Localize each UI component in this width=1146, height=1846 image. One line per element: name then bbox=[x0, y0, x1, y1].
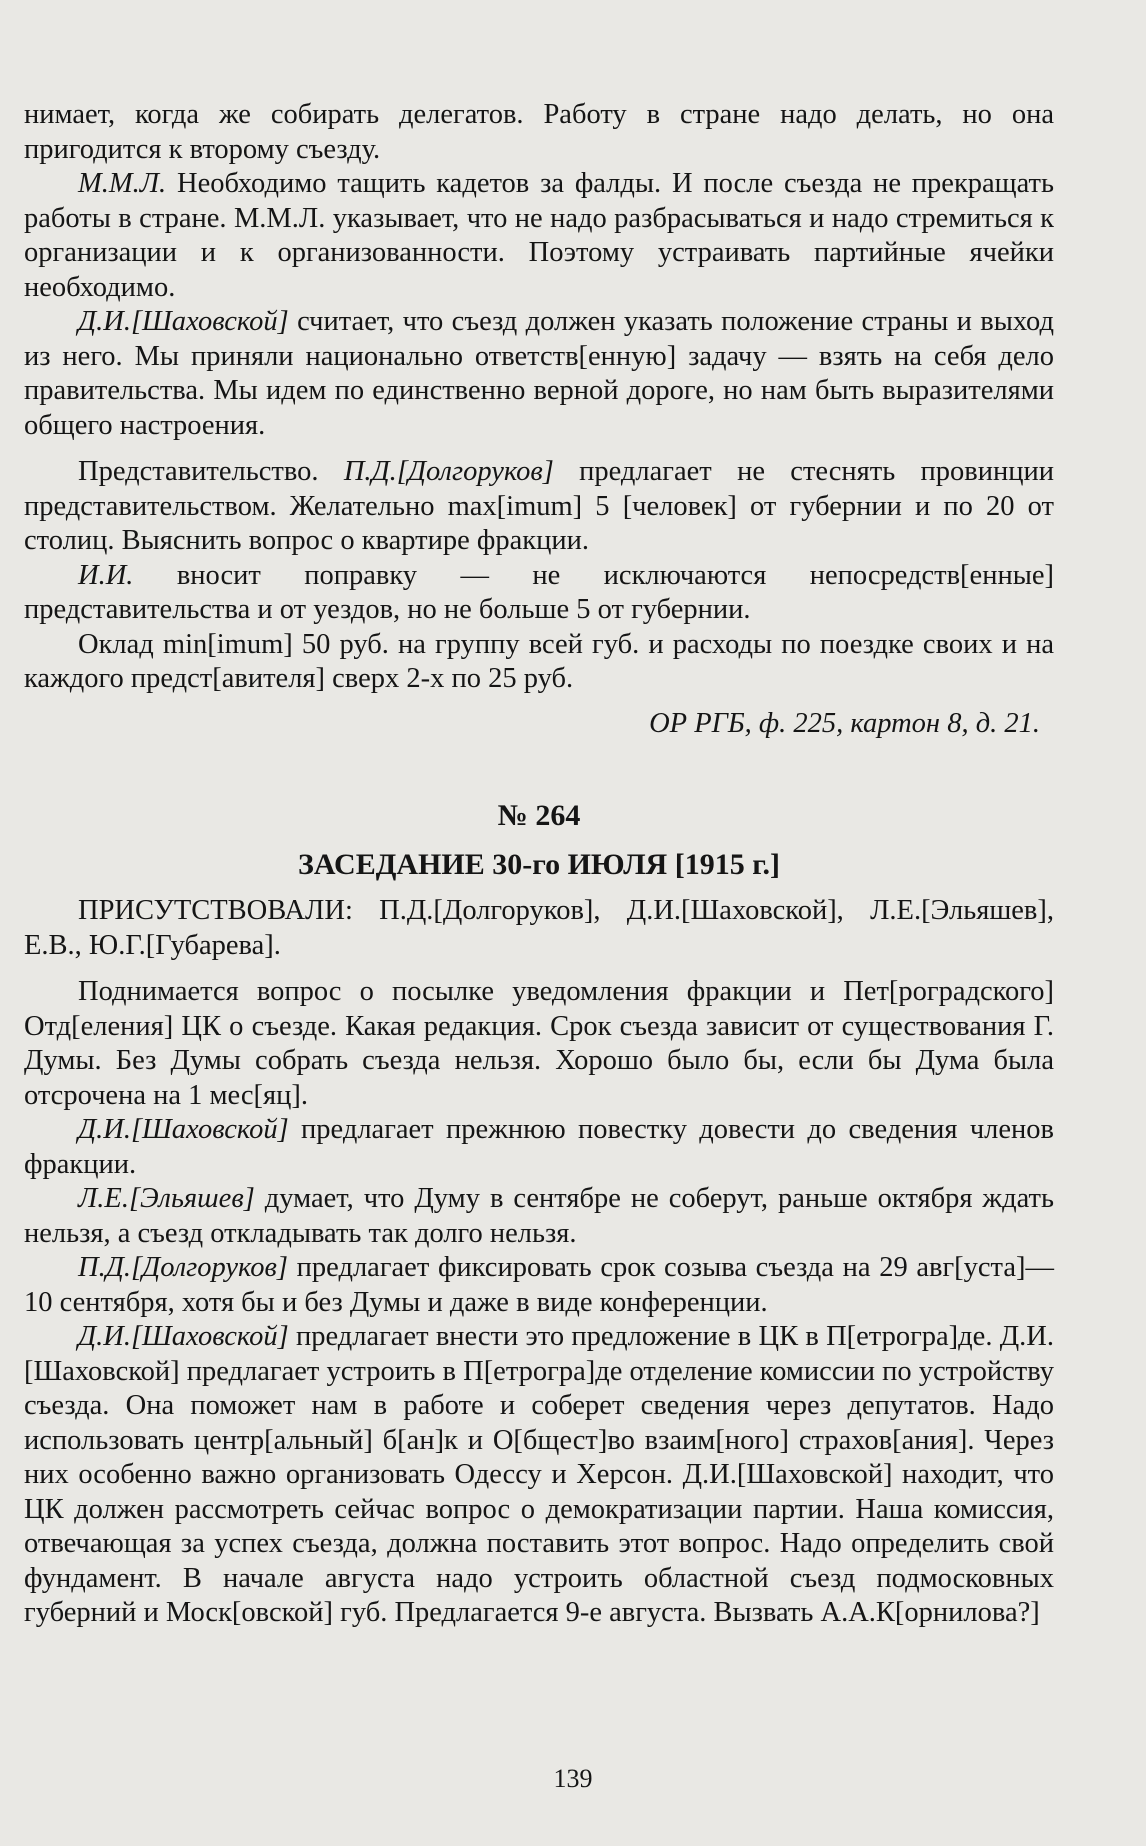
page-content bbox=[24, 98, 1054, 1631]
speaker-name: М.М.Л. bbox=[78, 168, 167, 199]
attendees-list: ПРИСУТСТВОВАЛИ: П.Д.[Долгоруков], Д.И.[Шаховской], Л.Е.[Эльяшев], Е.В., Ю.Г.[Губарева]. bbox=[24, 895, 1054, 961]
speaker-name: И.И. bbox=[78, 559, 134, 591]
paragraph-text: предлагает прежнюю повестку довести до сведения членов фракции. bbox=[24, 1114, 1054, 1180]
paragraph-text: Представительство. bbox=[78, 456, 344, 487]
paragraph-text: вносит поправку — не исключаются непосредств[енные] представительства и от уездов, но не больше 5 от губернии. bbox=[24, 559, 1054, 625]
speaker-name: П.Д.[Долгоруков] bbox=[343, 456, 554, 487]
paragraph-text: предлагает внести это предложение в ЦК в П[етрогра]де. Д.И.[Шаховской] предлагает устроить в П[етрогра]де отделение комиссии по устройству съезда. Она поможет нам в работе и соберет сведения через депутатов. Надо использовать центр[альный] б[ан]к и О[бщест]во взаим[ного] страхов[ания]. Через них особенно важно организовать Одессу и Херсон. Д.И.[Шаховской] находит, что ЦК должен рассмотреть сейчас вопрос о демократизации партии. Наша комиссия, отвечающая за успех съезда, должна поставить этот вопрос. Надо определить свой фундамент. В начале августа надо устроить областной съезд подмосковных губерний и Моск[овской] губ. Предлагается 9-е августа. Вызвать А.А.К[орнилова?] bbox=[24, 1321, 1054, 1628]
paragraph-shakhovskoy-1 bbox=[24, 305, 1054, 443]
speaker-name: Д.И.[Шаховской] bbox=[78, 1321, 289, 1352]
document-title: ЗАСЕДАНИЕ 30-го ИЮЛЯ [1915 г.] bbox=[298, 847, 780, 881]
paragraph-text: предлагает не стеснять провинции представительством. Желательно max[imum] 5 [человек] от губернии и по 20 от столиц. Выяснить вопрос о квартире фракции. bbox=[24, 456, 1055, 556]
paragraph-text: Необходимо тащить кадетов за фалды. И после съезда не прекращать работы в стране. М.М.Л. указывает, что не надо разбрасываться и надо стремиться к организации и к организованности. Поэтому устраивать партийные ячейки необходимо. bbox=[24, 168, 1054, 303]
paragraph-continuation bbox=[24, 98, 1054, 167]
paragraph-notification bbox=[24, 975, 1054, 1113]
paragraph-shakhovskoy-3 bbox=[24, 1320, 1054, 1631]
page-number: 139 bbox=[553, 1764, 593, 1793]
document-number: № 264 bbox=[497, 799, 581, 832]
speaker-name: Д.И.[Шаховской] bbox=[78, 306, 289, 337]
paragraph-mml bbox=[24, 167, 1054, 305]
speaker-name: Л.Е.[Эльяшев] bbox=[78, 1183, 255, 1214]
paragraph-gap bbox=[24, 963, 1054, 975]
paragraph-dolgorukov bbox=[24, 1251, 1054, 1320]
paragraph-elyashev bbox=[24, 1182, 1054, 1251]
paragraph-shakhovskoy-2 bbox=[24, 1113, 1054, 1182]
paragraph-text: нимает, когда же собирать делегатов. Работу в стране надо делать, но она пригодится к второму съезду. bbox=[24, 99, 1054, 165]
paragraph-text: Оклад min[imum] 50 руб. на группу всей губ. и расходы по поездке своих и на каждого предст[авителя] сверх 2-х по 25 руб. bbox=[24, 628, 1054, 694]
paragraph-text: считает, что съезд должен указать положение страны и выход из него. Мы приняли национально ответств[енную] задачу — взять на себя дело правительства. Мы идем по единственно верной дороге, но нам быть выразителями общего настроения. bbox=[24, 306, 1054, 441]
archive-source: ОР РГБ, ф. 225, картон 8, д. 21. bbox=[649, 707, 1040, 739]
paragraph-text: думает, что Думу в сентябре не соберут, раньше октября ждать нельзя, а съезд откладывать так долго нельзя. bbox=[24, 1183, 1054, 1249]
speaker-name: Д.И.[Шаховской] bbox=[78, 1114, 289, 1145]
paragraph-salary bbox=[24, 628, 1054, 697]
paragraph-text: Поднимается вопрос о посылке уведомления фракции и Пет[роградского] Отд[еления] ЦК о съезде. Какая редакция. Срок съезда зависит от существования Г. Думы. Без Думы собрать съезда нельзя. Хорошо было бы, если бы Дума была отсрочена на 1 мес[яц]. bbox=[24, 976, 1054, 1111]
paragraph-gap bbox=[24, 443, 1054, 455]
speaker-name: П.Д.[Долгоруков] bbox=[78, 1252, 289, 1283]
paragraph-ii bbox=[24, 559, 1054, 628]
paragraph-representation bbox=[24, 455, 1054, 559]
paragraph-text: предлагает фиксировать срок созыва съезда на 29 авг[уста]—10 сентября, хотя бы и без Думы и даже в виде конференции. bbox=[24, 1252, 1054, 1318]
